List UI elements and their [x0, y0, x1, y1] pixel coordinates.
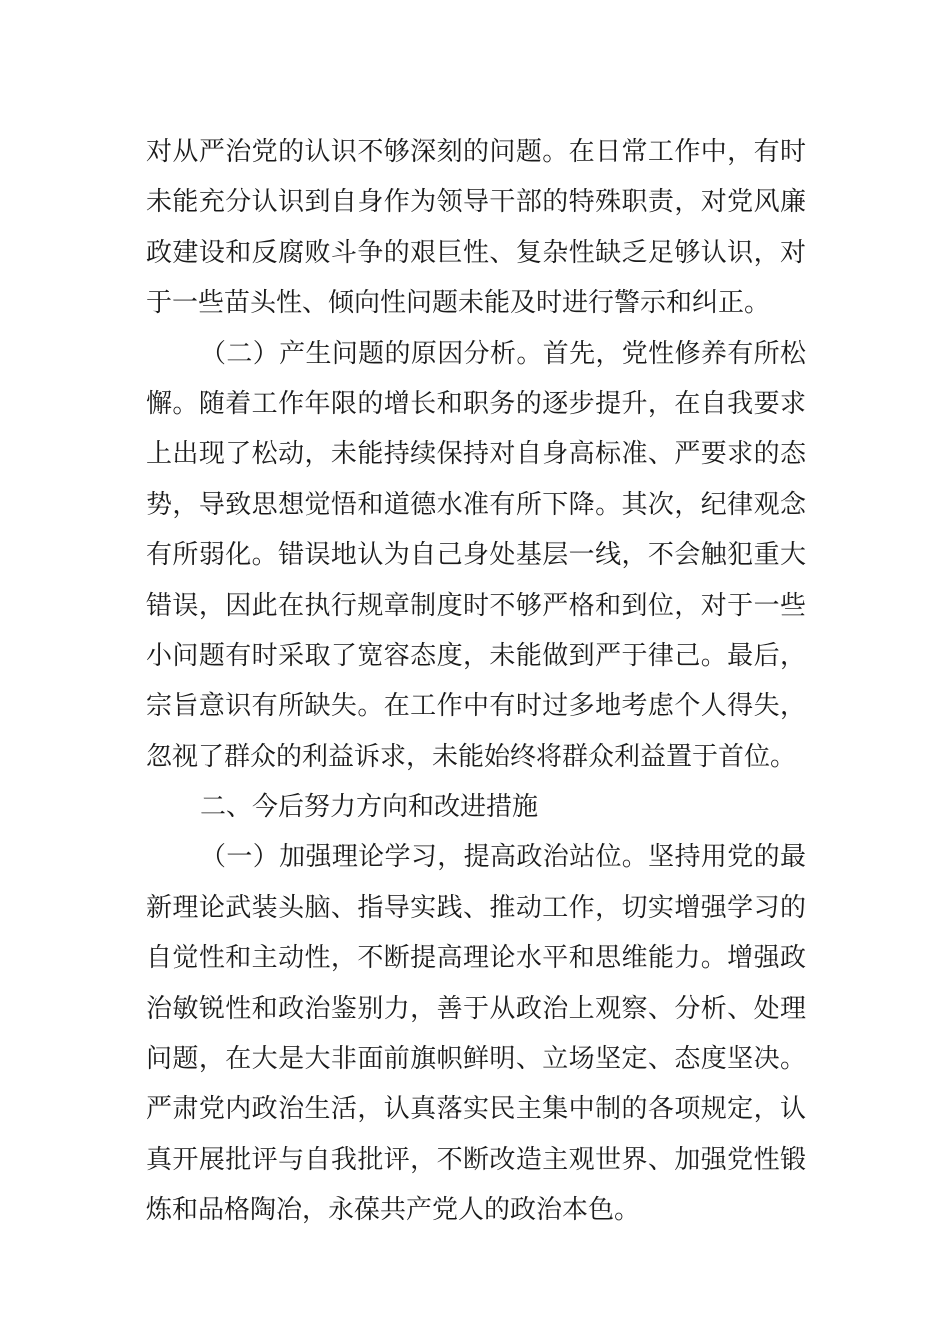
text-line: 治敏锐性和政治鉴别力，善于从政治上观察、分析、处理 [146, 993, 806, 1024]
section-heading [146, 782, 806, 832]
text-line: 小问题有时采取了宽容态度，未能做到严于律己。最后， [146, 640, 806, 671]
text-line: 严肃党内政治生活，认真落实民主集中制的各项规定，认 [146, 1094, 806, 1125]
text-line: 势，导致思想觉悟和道德水准有所下降。其次，纪律观念 [146, 489, 806, 520]
paragraph-cause-analysis [146, 329, 806, 783]
text-line: 新理论武装头脑、指导实践、推动工作，切实增强学习的 [146, 892, 806, 923]
text-line: 真开展批评与自我批评，不断改造主观世界、加强党性锻 [146, 1144, 806, 1175]
document-page [146, 127, 806, 1236]
text-line: 炼和品格陶冶，永葆共产党人的政治本色。 [146, 1195, 641, 1226]
paragraph-continuation [146, 127, 806, 329]
text-line: 忽视了群众的利益诉求，未能始终将群众利益置于首位。 [146, 741, 797, 772]
text-line: （一）加强理论学习，提高政治站位。坚持用党的最 [200, 842, 806, 873]
section-heading-text: 二、今后努力方向和改进措施 [200, 792, 539, 823]
text-line: （二）产生问题的原因分析。首先，党性修养有所松 [200, 338, 806, 369]
text-line: 错误，因此在执行规章制度时不够严格和到位，对于一些 [146, 590, 806, 621]
text-line: 自觉性和主动性，不断提高理论水平和思维能力。增强政 [146, 943, 806, 974]
text-line: 宗旨意识有所缺失。在工作中有时过多地考虑个人得失， [146, 691, 806, 722]
text-line: 于一些苗头性、倾向性问题未能及时进行警示和纠正。 [146, 288, 771, 319]
text-line: 未能充分认识到自身作为领导干部的特殊职责，对党风廉 [146, 187, 806, 218]
text-line: 有所弱化。错误地认为自己身处基层一线，不会触犯重大 [146, 540, 806, 571]
text-line: 政建设和反腐败斗争的艰巨性、复杂性缺乏足够认识，对 [146, 237, 806, 268]
paragraph-theory-study [146, 832, 806, 1235]
text-line: 问题，在大是大非面前旗帜鲜明、立场坚定、态度坚决。 [146, 1044, 806, 1075]
text-line: 上出现了松动，未能持续保持对自身高标准、严要求的态 [146, 439, 806, 470]
text-line: 对从严治党的认识不够深刻的问题。在日常工作中，有时 [146, 137, 806, 167]
text-line: 懈。随着工作年限的增长和职务的逐步提升，在自我要求 [146, 388, 806, 419]
